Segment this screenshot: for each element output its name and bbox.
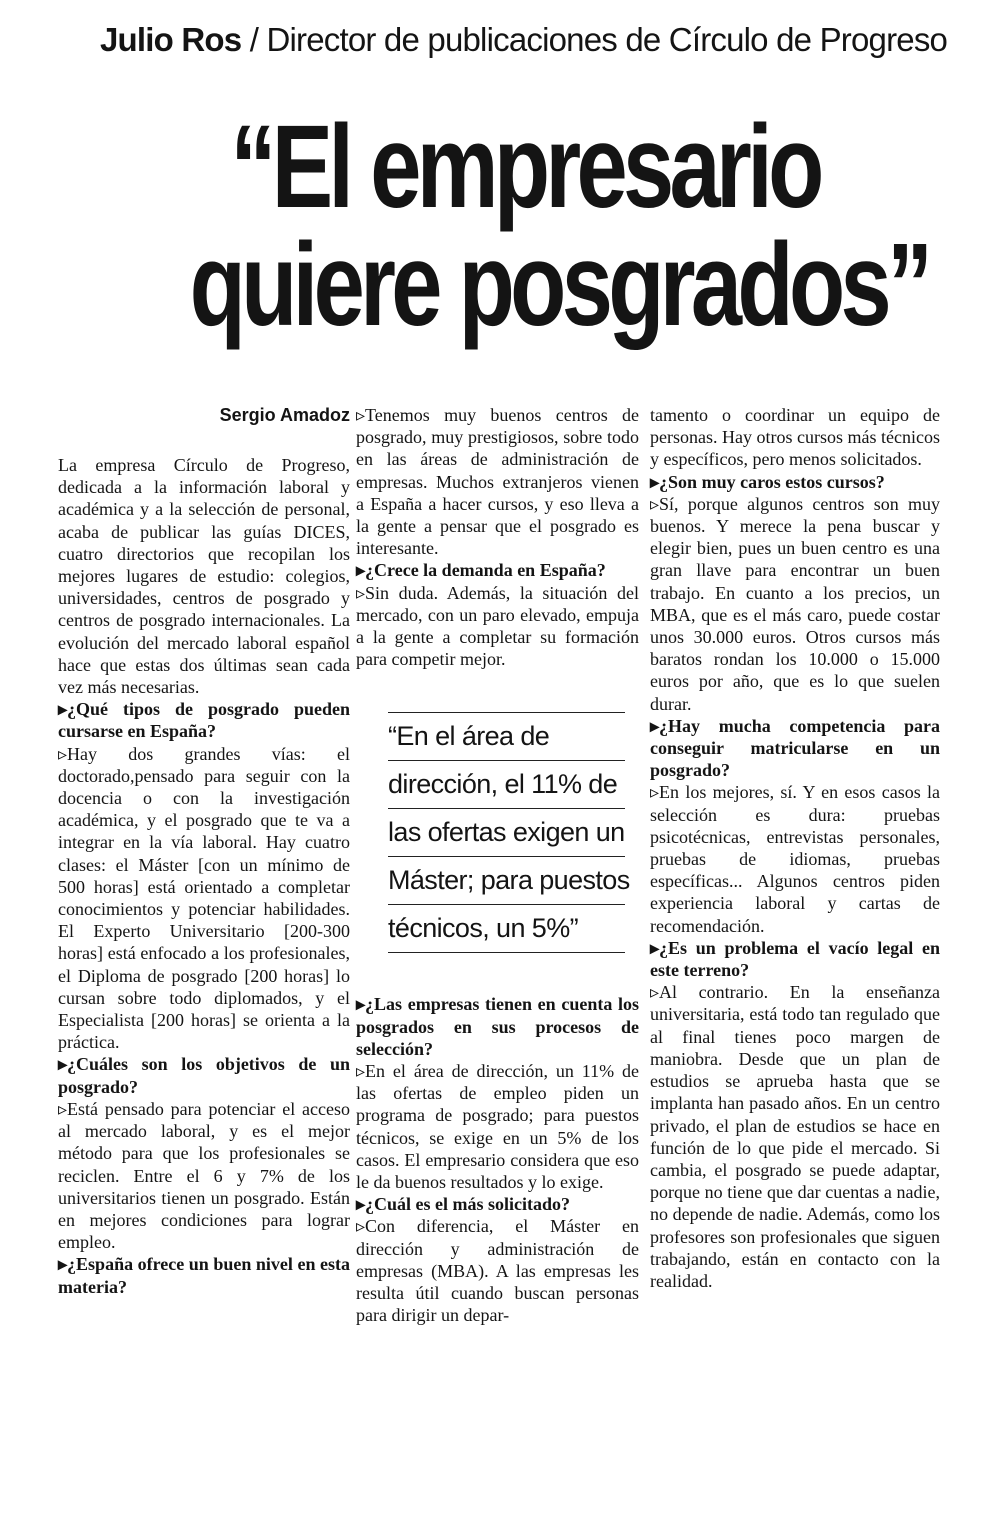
- headline-line-2: quiere posgrados”: [189, 219, 929, 351]
- kicker: [100, 20, 948, 60]
- column-3: [650, 404, 940, 1292]
- answer: ▹ En los mejores, sí. Y en esos casos la selección es dura: pruebas psicotécnicas, entrevistas personales, pruebas de idiomas, pruebas específicas... Algunos centros piden experiencia laboral y cartas de recomendación.: [650, 781, 940, 936]
- question: ▸ ¿Cuáles son los objetivos de un posgrado?: [58, 1053, 350, 1097]
- headline: [189, 101, 929, 351]
- headline-line-1: “El empresario: [230, 101, 820, 233]
- answer: ▹ En el área de dirección, un 11% de las ofertas de empleo piden un programa de posgrado; para puestos técnicos, se exige en un 5% de los casos. El empresario considera que eso le da buenos resultados y lo exige.: [356, 1060, 639, 1193]
- pull-quote-line: dirección, el 11% de: [388, 760, 625, 808]
- question: ▸ ¿Cuál es el más solicitado?: [356, 1193, 639, 1215]
- question: ▸ ¿Es un problema el vacío legal en este terreno?: [650, 937, 940, 981]
- column-1: [58, 404, 350, 1298]
- answer: ▹ Tenemos muy buenos centros de posgrado, muy prestigiosos, sobre todo en las áreas de administración de empresas. Muchos extranjeros vienen a España a hacer cursos, y eso lleva a la gente a pensar que el posgrado es interesante.: [356, 404, 639, 559]
- answer-continuation: tamento o coordinar un equipo de personas. Hay otros cursos más técnicos y específicos, pero menos solicitados.: [650, 405, 940, 470]
- interviewee-role: / Director de publicaciones de Círculo de Progreso: [249, 21, 948, 58]
- question: ▸ ¿Hay mucha competencia para conseguir matricularse en un posgrado?: [650, 715, 940, 782]
- pull-quote: [388, 712, 630, 953]
- intro-paragraph: La empresa Círculo de Progreso, dedicada a la información laboral y académica y a la selección de personal, acaba de publicar las guías DICES, cuatro directorios que recopilan los mejores lugares de estudio: colegios, universidades, centros de posgrado y centros de posgrado internacionales. La evolución del mercado laboral español hace que estas dos últimas sean cada vez más necesarias.: [58, 455, 350, 698]
- interviewee-name: Julio Ros: [100, 21, 242, 58]
- answer: ▹ Sin duda. Además, la situación del mercado, con un paro elevado, empuja a la gente a completar su formación para competir mejor.: [356, 582, 639, 671]
- pull-quote-line: técnicos, un 5%”: [388, 904, 625, 952]
- pull-quote-line: las ofertas exigen un: [388, 808, 625, 856]
- question: ▸ ¿España ofrece un buen nivel en esta materia?: [58, 1253, 350, 1297]
- pull-quote-line: “En el área de: [388, 712, 625, 760]
- question: ▸ ¿Las empresas tienen en cuenta los posgrados en sus procesos de selección?: [356, 993, 639, 1060]
- question: ▸ ¿Qué tipos de posgrado pueden cursarse en España?: [58, 698, 350, 742]
- answer: ▹ Sí, porque algunos centros son muy buenos. Y merece la pena buscar y elegir bien, pues un buen centro es una gran llave para encontrar un buen trabajo. En cuanto a los precios, un MBA, que es el más caro, puede costar unos 30.000 euros. Otros cursos más baratos rondan los 10.000 o 15.000 euros por año, que es lo que suelen durar.: [650, 493, 940, 715]
- answer: ▹ Hay dos grandes vías: el doctorado,pensado para seguir con la docencia o con la investigación académica, y el posgrado que te va a integrar en la vía laboral. Hay cuatro clases: el Máster [con un mínimo de 500 horas] está orientado a completar conocimientos y potenciar habilidades. El Experto Universitario [200-300 horas] está enfocado a los profesionales, el Diploma de posgrado [200 horas] lo cursan sobre todo diplomados, y el Especialista [200 horas] se orienta a la práctica.: [58, 743, 350, 1054]
- answer: ▹ Al contrario. En la enseñanza universitaria, está todo tan regulado que al final tienes poco margen de maniobra. Desde que un plan de estudios se aprueba hasta que se implanta han pasado años. En un centro privado, el plan de estudios se hace en función de lo que pide el mercado. Si cambia, el posgrado se puede adaptar, porque no tiene que dar cuentas a nadie, no depende de nadie. Además, como los profesores son profesionales que siguen trabajando, están en contacto con la realidad.: [650, 981, 940, 1292]
- pull-quote-line: Máster; para puestos: [388, 856, 625, 904]
- question: ▸ ¿Son muy caros estos cursos?: [650, 471, 940, 493]
- question: ▸ ¿Crece la demanda en España?: [356, 559, 639, 581]
- answer: ▹ Con diferencia, el Máster en dirección y administración de empresas (MBA). A las empresas les resulta útil cuando buscan personas para dirigir un depar-: [356, 1215, 639, 1326]
- byline: Sergio Amadoz: [219, 405, 350, 425]
- pull-quote-rule: [388, 952, 625, 953]
- column-2: [356, 404, 639, 1326]
- answer: ▹ Está pensado para potenciar el acceso al mercado laboral, y es el mejor método para que los profesionales se reciclen. Entre el 6 y 7% de los universitarios tienen un posgrado. Están en mejores condiciones para lograr empleo.: [58, 1098, 350, 1253]
